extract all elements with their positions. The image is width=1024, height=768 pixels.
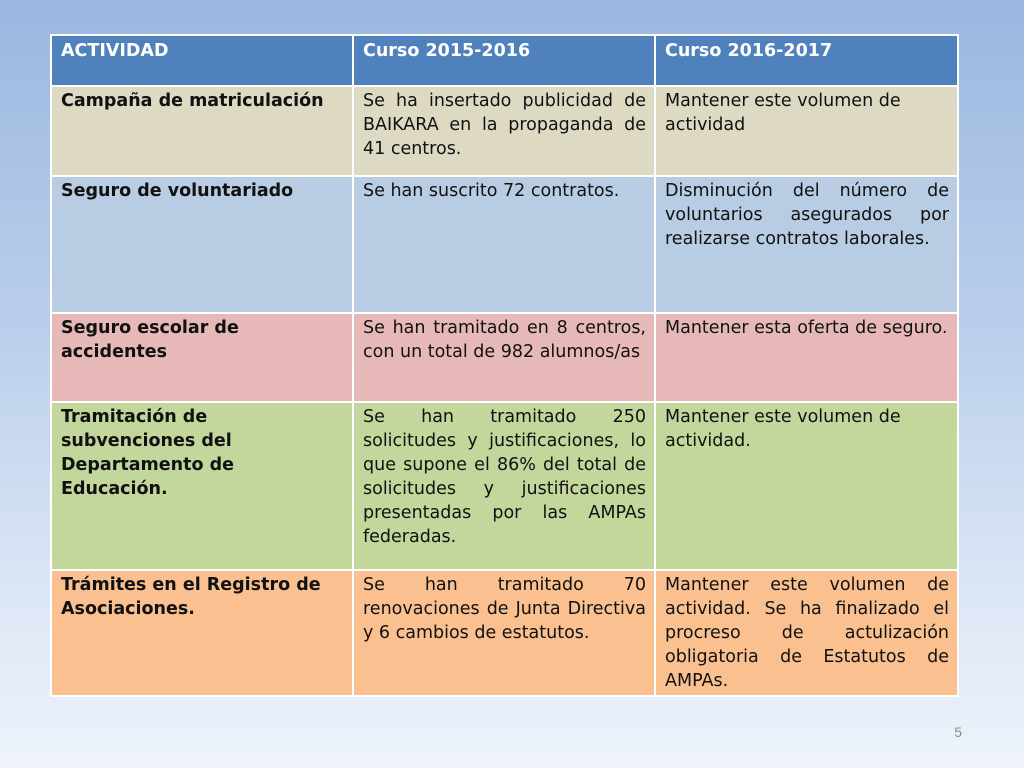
course-2015-2016-cell: Se han tramitado en 8 centros, con un total de 982 alumnos/as	[353, 313, 655, 402]
table-row	[51, 402, 958, 570]
table-row	[51, 86, 958, 176]
course-2016-2017-cell: Mantener esta oferta de seguro.	[655, 313, 958, 402]
course-2016-2017-cell: Mantener este volumen de actividad. Se ha finalizado el procreso de actulización obligatoria de Estatutos de AMPAs.	[655, 570, 958, 696]
table-row	[51, 176, 958, 313]
header-actividad: ACTIVIDAD	[51, 35, 353, 86]
course-2015-2016-cell: Se han tramitado 70 renovaciones de Junta Directiva y 6 cambios de estatutos.	[353, 570, 655, 696]
page-number: 5	[954, 724, 962, 740]
table-row	[51, 570, 958, 696]
header-curso-2016-2017: Curso 2016-2017	[655, 35, 958, 86]
course-2016-2017-cell: Disminución del número de voluntarios asegurados por realizarse contratos laborales.	[655, 176, 958, 313]
course-2015-2016-cell: Se ha insertado publicidad de BAIKARA en la propaganda de 41 centros.	[353, 86, 655, 176]
activity-cell: Campaña de matriculación	[51, 86, 353, 176]
course-2015-2016-cell: Se han tramitado 250 solicitudes y justificaciones, lo que supone el 86% del total de solicitudes y justificaciones presentadas por las AMPAs federadas.	[353, 402, 655, 570]
table-row	[51, 313, 958, 402]
header-curso-2015-2016: Curso 2015-2016	[353, 35, 655, 86]
activity-cell: Trámites en el Registro de Asociaciones.	[51, 570, 353, 696]
activity-table	[50, 34, 959, 697]
activity-cell: Seguro de voluntariado	[51, 176, 353, 313]
course-2016-2017-cell: Mantener este volumen de actividad.	[655, 402, 958, 570]
course-2016-2017-cell: Mantener este volumen de actividad	[655, 86, 958, 176]
activity-cell: Tramitación de subvenciones del Departamento de Educación.	[51, 402, 353, 570]
course-2015-2016-cell: Se han suscrito 72 contratos.	[353, 176, 655, 313]
activity-cell: Seguro escolar de accidentes	[51, 313, 353, 402]
table-header-row	[51, 35, 958, 86]
